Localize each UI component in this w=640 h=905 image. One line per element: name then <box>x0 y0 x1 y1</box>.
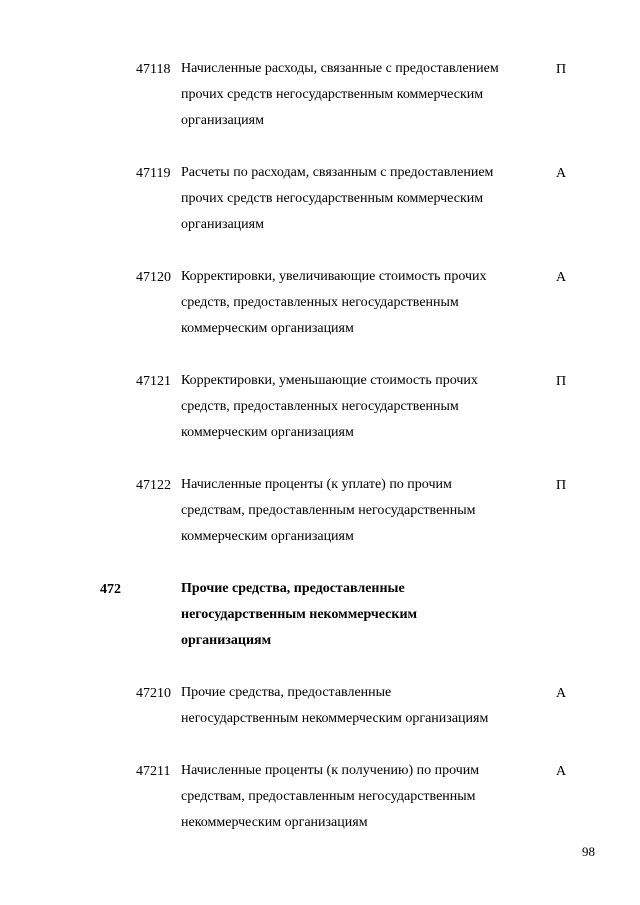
account-type-mark: П <box>556 374 567 389</box>
section-title-line: организациям <box>181 633 272 648</box>
account-type-mark: А <box>556 686 567 701</box>
account-type-mark: А <box>556 270 567 285</box>
description-line: прочих средств негосударственным коммерческим <box>181 87 484 102</box>
description-line: Корректировки, уменьшающие стоимость прочих <box>181 373 478 388</box>
description-line: некоммерческим организациям <box>181 815 368 830</box>
account-type-mark: П <box>556 478 567 493</box>
description-line: Расчеты по расходам, связанным с предоставлением <box>181 165 494 180</box>
section-code: 472 <box>100 582 121 597</box>
section-title <box>181 576 541 654</box>
account-code: 47120 <box>136 270 171 285</box>
account-code: 47119 <box>136 166 171 181</box>
description-line: негосударственным некоммерческим организациям <box>181 711 489 726</box>
account-description <box>181 758 541 836</box>
description-line: организациям <box>181 113 264 128</box>
description-line: коммерческим организациям <box>181 529 354 544</box>
section-title-line: Прочие средства, предоставленные <box>181 581 405 596</box>
account-description <box>181 56 541 134</box>
description-line: Начисленные расходы, связанные с предоставлением <box>181 61 499 76</box>
description-line: Начисленные проценты (к получению) по прочим <box>181 763 480 778</box>
description-line: средств, предоставленных негосударственным <box>181 399 459 414</box>
account-code: 47121 <box>136 374 171 389</box>
description-line: Прочие средства, предоставленные <box>181 685 392 700</box>
description-line: коммерческим организациям <box>181 425 354 440</box>
account-description <box>181 264 541 342</box>
description-line: Начисленные проценты (к уплате) по прочим <box>181 477 452 492</box>
description-line: средств, предоставленных негосударственным <box>181 295 459 310</box>
account-type-mark: А <box>556 764 567 779</box>
description-line: средствам, предоставленным негосударственным <box>181 789 476 804</box>
page-number: 98 <box>582 844 595 859</box>
account-type-mark: А <box>556 166 567 181</box>
account-description <box>181 680 541 732</box>
account-code: 47210 <box>136 686 171 701</box>
description-line: организациям <box>181 217 264 232</box>
description-line: коммерческим организациям <box>181 321 354 336</box>
account-type-mark: П <box>556 62 567 77</box>
account-description <box>181 472 541 550</box>
account-description <box>181 368 541 446</box>
description-line: прочих средств негосударственным коммерческим <box>181 191 484 206</box>
description-line: средствам, предоставленным негосударственным <box>181 503 476 518</box>
section-title-line: негосударственным некоммерческим <box>181 607 418 622</box>
account-code: 47122 <box>136 478 171 493</box>
account-code: 47118 <box>136 62 171 77</box>
description-line: Корректировки, увеличивающие стоимость прочих <box>181 269 487 284</box>
account-description <box>181 160 541 238</box>
account-code: 47211 <box>136 764 171 779</box>
